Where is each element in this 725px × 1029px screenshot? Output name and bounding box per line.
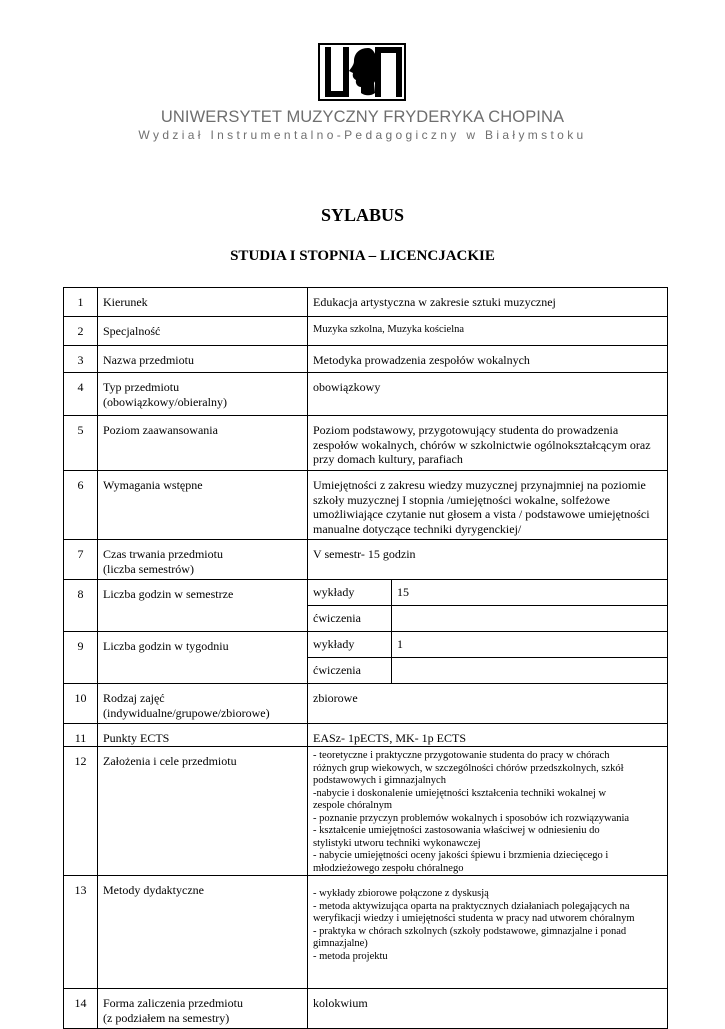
university-name: UNIWERSYTET MUZYCZNY FRYDERYKA CHOPINA [160, 108, 565, 126]
row-value: Metodyka prowadzenia zespołów wokalnych [308, 346, 668, 373]
table-row [64, 416, 668, 471]
row-label: Czas trwania przedmiotu (liczba semestrów) [98, 540, 308, 580]
weekly-lecture-label: wykłady [308, 632, 392, 658]
row-label: Wymagania wstępne [98, 471, 308, 540]
row-label: Kierunek [98, 288, 308, 317]
row-number: 12 [64, 747, 98, 876]
row-number: 8 [64, 580, 98, 632]
table-row [64, 317, 668, 346]
row-value: Edukacja artystyczna w zakresie sztuki muzycznej [308, 288, 668, 317]
row-number: 14 [64, 989, 98, 1029]
table-row [64, 632, 668, 658]
row-label: Liczba godzin w semestrze [98, 580, 308, 632]
row-number: 6 [64, 471, 98, 540]
row-value: Umiejętności z zakresu wiedzy muzycznej przynajmniej na poziomie szkoły muzycznej I stopnia /umiejętności wokalne, solfeżowe umożliwiające czytanie nut głosem a vista / podstawowe umiejętności manualne dotyczące techniki dyrygenckiej/ [308, 471, 668, 540]
row-number: 7 [64, 540, 98, 580]
table-row [64, 989, 668, 1029]
syllabus-table [63, 287, 668, 1029]
weekly-exercise-value [392, 658, 668, 684]
table-row [64, 876, 668, 989]
university-logo-icon [318, 43, 406, 101]
row-label: Liczba godzin w tygodniu [98, 632, 308, 684]
table-row [64, 471, 668, 540]
row-number: 5 [64, 416, 98, 471]
row-value: EASz- 1pECTS, MK- 1p ECTS [308, 724, 668, 747]
row-value: - wykłady zbiorowe połączone z dyskusją - metoda aktywizująca oparta na praktycznych działaniach polegających na weryfikacji wiedzy i umiejętności studenta w pracy nad utworem chóralnym - praktyka w chórach szkolnych (szkoły podstawowe, gimnazjalne i ponad gimnazjalne) - metoda projektu [308, 876, 668, 989]
table-row [64, 288, 668, 317]
row-value: obowiązkowy [308, 373, 668, 416]
hours-exercise-value [392, 606, 668, 632]
table-row [64, 684, 668, 724]
faculty-name: Wydział Instrumentalno-Pedagogiczny w Białymstoku [138, 128, 587, 142]
weekly-lecture-value: 1 [392, 632, 668, 658]
row-label: Poziom zaawansowania [98, 416, 308, 471]
page-title: SYLABUS [320, 205, 405, 225]
row-number: 1 [64, 288, 98, 317]
row-label: Nazwa przedmiotu [98, 346, 308, 373]
table-row [64, 540, 668, 580]
row-label: Punkty ECTS [98, 724, 308, 747]
hours-lecture-value: 15 [392, 580, 668, 606]
table-row [64, 580, 668, 606]
row-value: - teoretyczne i praktyczne przygotowanie studenta do pracy w chórach różnych grup wiekowych, w szczególności chórów przedszkolnych, szkół podstawowych i gimnazjalnych -nabycie i doskonalenie umiejętności kształcenia techniki wokalnej w zespole chóralnym - poznanie przyczyn problemów wokalnych i sposobów ich rozwiązywania - kształcenie umiejętności zastosowania właściwej w odniesieniu do stylistyki utworu techniki wykonawczej - nabycie umiejętności oceny jakości śpiewu i brzmienia dziecięcego i młodzieżowego zespołu chóralnego [308, 747, 668, 876]
row-number: 3 [64, 346, 98, 373]
row-number: 4 [64, 373, 98, 416]
row-number: 2 [64, 317, 98, 346]
row-number: 9 [64, 632, 98, 684]
hours-lecture-label: wykłady [308, 580, 392, 606]
row-label: Metody dydaktyczne [98, 876, 308, 989]
row-number: 11 [64, 724, 98, 747]
row-value: Poziom podstawowy, przygotowujący studenta do prowadzenia zespołów wokalnych, chórów w szkolnictwie ogólnokształcącym oraz przy domach kultury, parafiach [308, 416, 668, 471]
hours-exercise-label: ćwiczenia [308, 606, 392, 632]
table-row [64, 346, 668, 373]
row-value: kolokwium [308, 989, 668, 1029]
row-label: Specjalność [98, 317, 308, 346]
row-value: zbiorowe [308, 684, 668, 724]
page-subtitle: STUDIA I STOPNIA – LICENCJACKIE [230, 248, 495, 264]
row-number: 10 [64, 684, 98, 724]
row-label: Założenia i cele przedmiotu [98, 747, 308, 876]
row-label: Rodzaj zajęć (indywidualne/grupowe/zbiorowe) [98, 684, 308, 724]
row-number: 13 [64, 876, 98, 989]
row-label: Typ przedmiotu (obowiązkowy/obieralny) [98, 373, 308, 416]
row-value: V semestr- 15 godzin [308, 540, 668, 580]
table-row [64, 373, 668, 416]
weekly-exercise-label: ćwiczenia [308, 658, 392, 684]
table-row [64, 747, 668, 876]
row-label: Forma zaliczenia przedmiotu (z podziałem na semestry) [98, 989, 308, 1029]
row-value: Muzyka szkolna, Muzyka kościelna [308, 317, 668, 346]
table-row [64, 724, 668, 747]
